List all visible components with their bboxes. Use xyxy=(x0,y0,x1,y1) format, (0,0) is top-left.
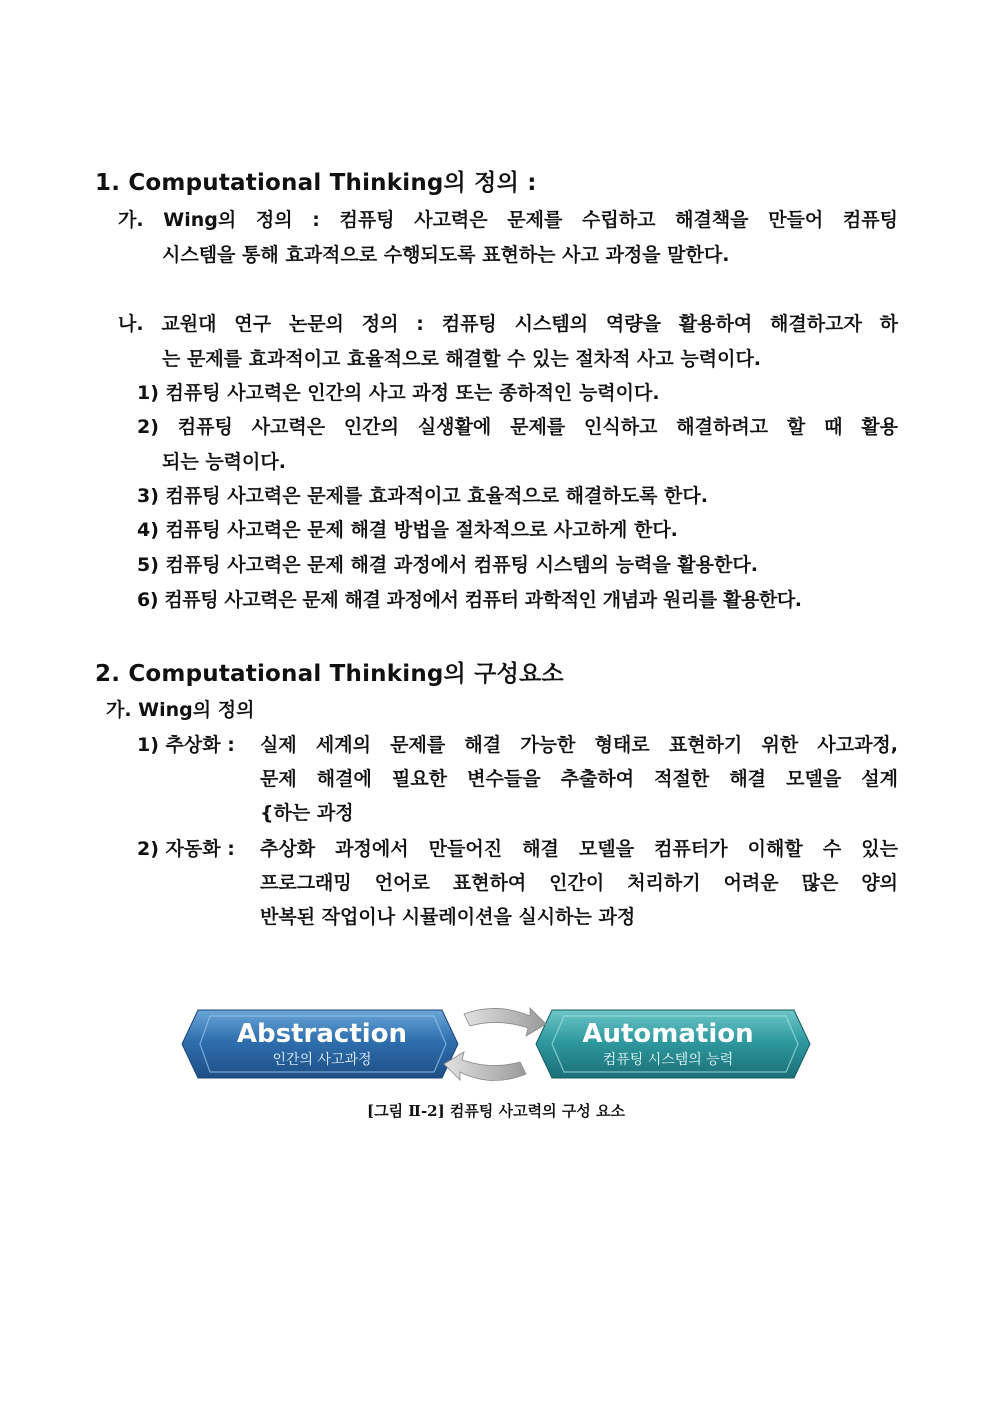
section2-ga: 가. Wing의 정의 xyxy=(106,699,255,721)
section1-ga-line2: 시스템을 통해 효과적으로 수행되도록 표현하는 사고 과정을 말한다. xyxy=(162,244,730,266)
ct-components-figure xyxy=(180,1000,812,1092)
item2-label: 2) 자동화 : xyxy=(137,838,235,860)
abstraction-title: Abstraction xyxy=(236,1019,408,1049)
list-item: 4) 컴퓨팅 사고력은 문제 해결 방법을 절차적으로 사고하게 한다. xyxy=(137,519,678,541)
item2-line2: 프로그래밍 언어로 표현하여 인간이 처리하기 어려운 많은 양의 xyxy=(260,872,898,894)
list-item: 2) 컴퓨팅 사고력은 인간의 실생활에 문제를 인식하고 해결하려고 할 때 활용 xyxy=(137,416,898,438)
section1-na-line1: 나. 교원대 연구 논문의 정의 : 컴퓨팅 시스템의 역량을 활용하여 해결하고자 하 xyxy=(118,313,898,335)
automation-subtitle: 컴퓨팅 시스템의 능력 xyxy=(602,1052,734,1068)
ct-components-diagram xyxy=(180,1000,812,1092)
item2-line3: 반복된 작업이나 시뮬레이션을 실시하는 과정 xyxy=(260,906,636,928)
item1-line1: 실제 세계의 문제를 해결 가능한 형태로 표현하기 위한 사고과정, xyxy=(260,734,898,756)
section1-heading: 1. Computational Thinking의 정의 : xyxy=(95,170,537,196)
item2-line1: 추상화 과정에서 만들어진 해결 모델을 컴퓨터가 이해할 수 있는 xyxy=(260,838,898,860)
automation-banner xyxy=(536,1010,810,1078)
abstraction-banner xyxy=(182,1010,458,1078)
section1-na-line2: 는 문제를 효과적이고 효율적으로 해결할 수 있는 절차적 사고 능력이다. xyxy=(162,348,762,370)
item1-line3: {하는 과정 xyxy=(260,802,354,824)
section1-ga-line1: 가. Wing의 정의 : 컴퓨팅 사고력은 문제를 수립하고 해결책을 만들어 컴퓨팅 xyxy=(118,209,898,231)
figure-caption: [그림 Ⅱ-2] 컴퓨팅 사고력의 구성 요소 xyxy=(367,1102,625,1120)
list-item: 5) 컴퓨팅 사고력은 문제 해결 과정에서 컴퓨팅 시스템의 능력을 활용한다. xyxy=(137,554,758,576)
abstraction-subtitle: 인간의 사고과정 xyxy=(272,1052,372,1068)
item1-line2: 문제 해결에 필요한 변수들을 추출하여 적절한 해결 모델을 설계 xyxy=(260,768,898,790)
list-item: 3) 컴퓨팅 사고력은 문제를 효과적이고 효율적으로 해결하도록 한다. xyxy=(137,485,708,507)
automation-title: Automation xyxy=(582,1019,754,1049)
item1-label: 1) 추상화 : xyxy=(137,734,235,756)
list-item-continuation: 되는 능력이다. xyxy=(162,451,286,473)
cycle-arrows-icon xyxy=(444,1008,546,1081)
list-item: 6) 컴퓨팅 사고력은 문제 해결 과정에서 컴퓨터 과학적인 개념과 원리를 활용한다. xyxy=(137,589,802,611)
section2-heading: 2. Computational Thinking의 구성요소 xyxy=(95,661,564,687)
list-item: 1) 컴퓨팅 사고력은 인간의 사고 과정 또는 종하적인 능력이다. xyxy=(137,382,660,404)
